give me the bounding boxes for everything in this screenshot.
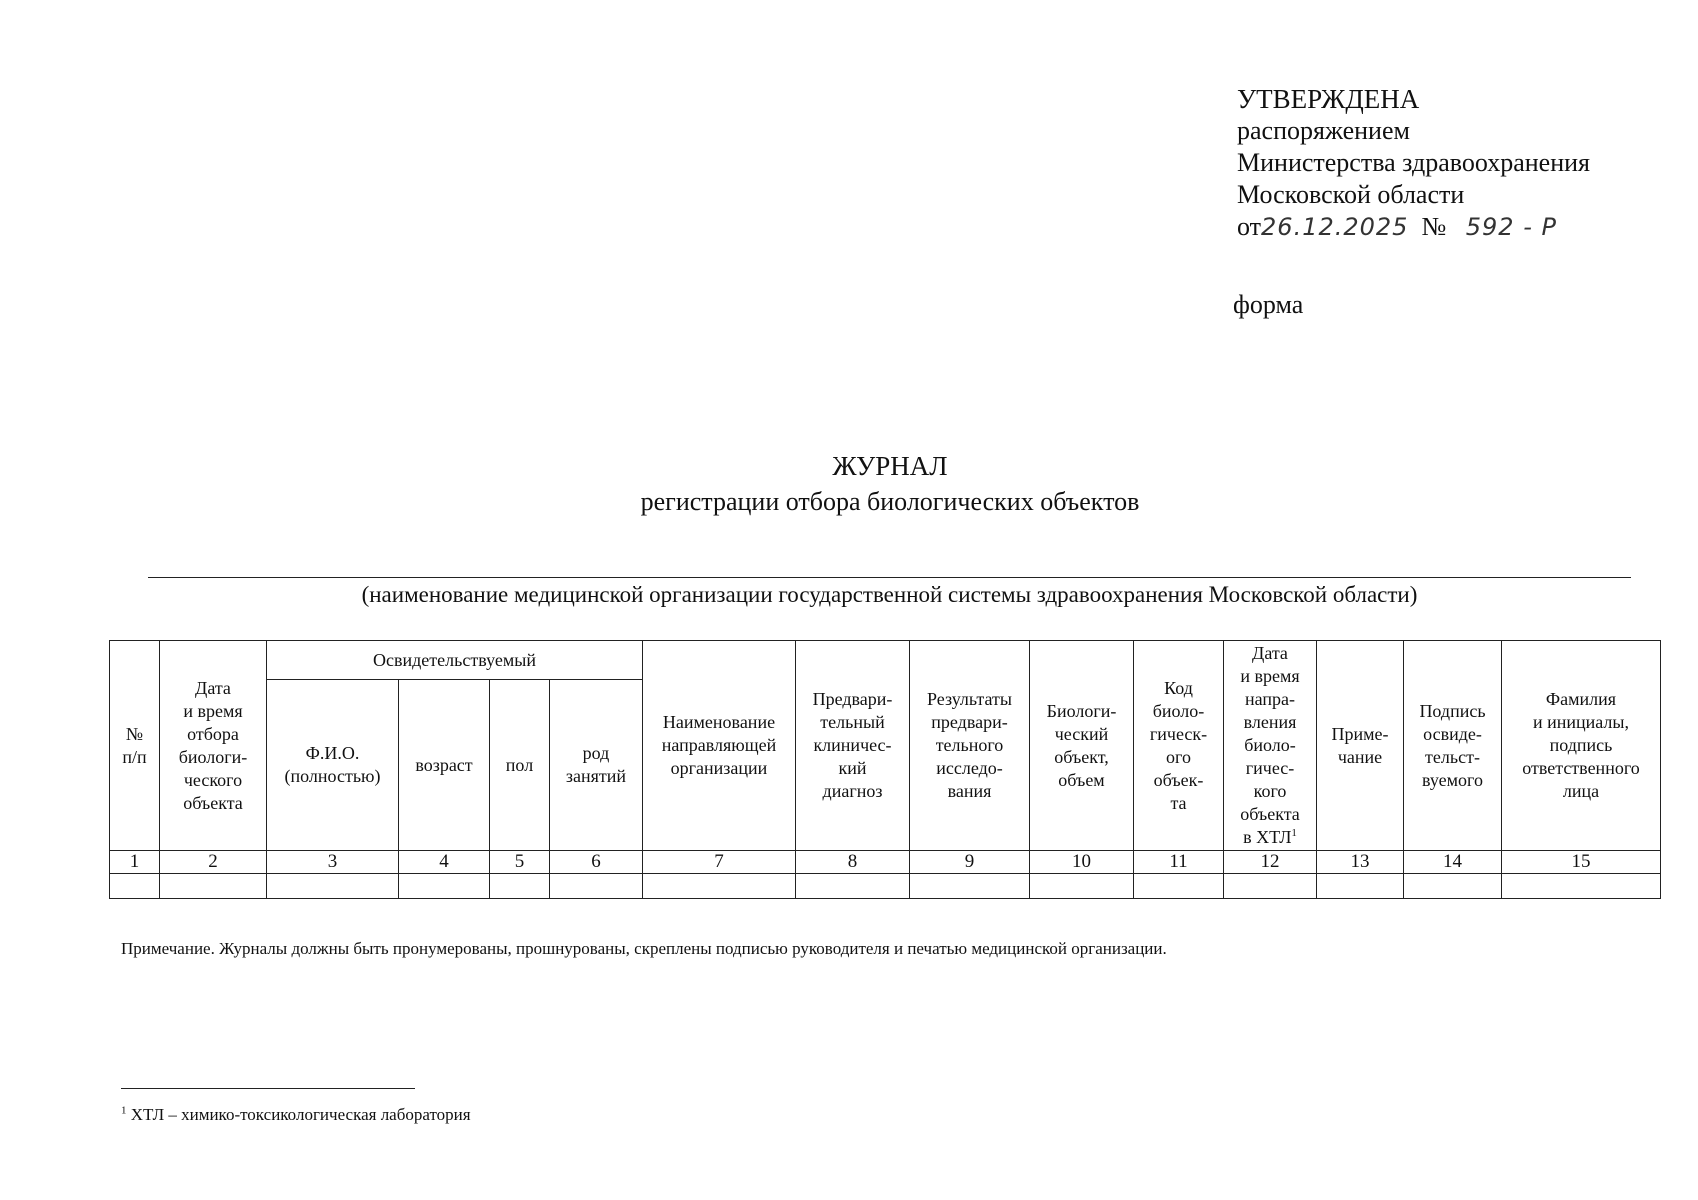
journal-table <box>109 640 1661 899</box>
column-number: 2 <box>160 851 267 874</box>
note-text: Примечание. Журналы должны быть пронумерованы, прошнурованы, скреплены подписью руководителя и печатью медицинской организации. <box>121 939 1167 958</box>
header-age: возраст <box>399 680 490 851</box>
column-number: 7 <box>643 851 796 874</box>
journal-title: ЖУРНАЛ <box>832 451 948 481</box>
footnote-separator <box>121 1088 415 1089</box>
column-number: 11 <box>1134 851 1224 874</box>
approval-line3: Министерства здравоохранения <box>1237 148 1590 177</box>
handwritten-date: 26.12.2025 <box>1261 213 1409 241</box>
column-number: 14 <box>1404 851 1502 874</box>
blank-cell <box>110 874 160 899</box>
handwritten-number: 592 - Р <box>1465 213 1557 241</box>
header-referring-org: Наименование направляющей организации <box>643 641 796 851</box>
header-examinee-group: Освидетельствуемый <box>267 641 643 680</box>
approval-title: УТВЕРЖДЕНА <box>1237 84 1420 114</box>
header-number: № п/п <box>110 641 160 851</box>
column-number: 4 <box>399 851 490 874</box>
form-label: форма <box>1233 290 1304 319</box>
header-responsible-person: Фамилия и инициалы, подпись ответственного лица <box>1502 641 1661 851</box>
header-sex: пол <box>490 680 550 851</box>
org-caption: (наименование медицинской организации государственной системы здравоохранения Московской области) <box>361 582 1418 607</box>
header-note: Приме- чание <box>1317 641 1404 851</box>
column-number: 1 <box>110 851 160 874</box>
blank-cell <box>399 874 490 899</box>
column-number: 5 <box>490 851 550 874</box>
footnote-ref: 1 <box>1291 827 1297 839</box>
blank-cell <box>796 874 910 899</box>
blank-cell <box>1224 874 1317 899</box>
header-referral-datetime <box>1224 641 1317 851</box>
blank-row <box>110 874 1661 899</box>
header-sampling-datetime: Дата и время отбора биологи- ческого объекта <box>160 641 267 851</box>
blank-cell <box>643 874 796 899</box>
blank-cell <box>1317 874 1404 899</box>
header-examinee-signature: Подпись освиде- тельст- вуемого <box>1404 641 1502 851</box>
header-occupation: род занятий <box>550 680 643 851</box>
blank-cell <box>1404 874 1502 899</box>
blank-cell <box>1134 874 1224 899</box>
date-prefix: от <box>1237 212 1262 241</box>
column-number: 9 <box>910 851 1030 874</box>
footnote-mark: 1 <box>121 1104 127 1117</box>
column-number: 8 <box>796 851 910 874</box>
header-bio-object-code: Код биоло- гическ- ого объек- та <box>1134 641 1224 851</box>
blank-cell <box>550 874 643 899</box>
blank-cell <box>910 874 1030 899</box>
journal-subtitle: регистрации отбора биологических объектов <box>640 487 1140 516</box>
column-number: 6 <box>550 851 643 874</box>
approval-date-line <box>1237 211 1590 243</box>
column-number: 10 <box>1030 851 1134 874</box>
blank-cell <box>1030 874 1134 899</box>
blank-cell <box>490 874 550 899</box>
approval-line2: распоряжением <box>1237 116 1410 145</box>
blank-cell <box>1502 874 1661 899</box>
footnote-text: ХТЛ – химико-токсикологическая лаборатория <box>130 1105 471 1124</box>
header-bio-object: Биологи- ческий объект, объем <box>1030 641 1134 851</box>
header-full-name: Ф.И.О. (полностью) <box>267 680 399 851</box>
header-preliminary-diagnosis: Предвари- тельный клиничес- кий диагноз <box>796 641 910 851</box>
approval-line4: Московской области <box>1237 180 1465 209</box>
column-number: 3 <box>267 851 399 874</box>
org-name-line <box>148 577 1631 578</box>
footnote <box>121 1105 471 1125</box>
blank-cell <box>267 874 399 899</box>
column-numbers-row <box>110 851 1661 874</box>
header-referral-datetime-text: Дата и время напра- вления биоло- гичес- кого объекта в ХТЛ <box>1240 643 1300 847</box>
number-sign: № <box>1421 212 1447 241</box>
column-number: 12 <box>1224 851 1317 874</box>
blank-cell <box>160 874 267 899</box>
approval-block <box>1237 83 1590 243</box>
header-preliminary-results: Результаты предвари- тельного исследо- вания <box>910 641 1030 851</box>
column-number: 15 <box>1502 851 1661 874</box>
column-number: 13 <box>1317 851 1404 874</box>
